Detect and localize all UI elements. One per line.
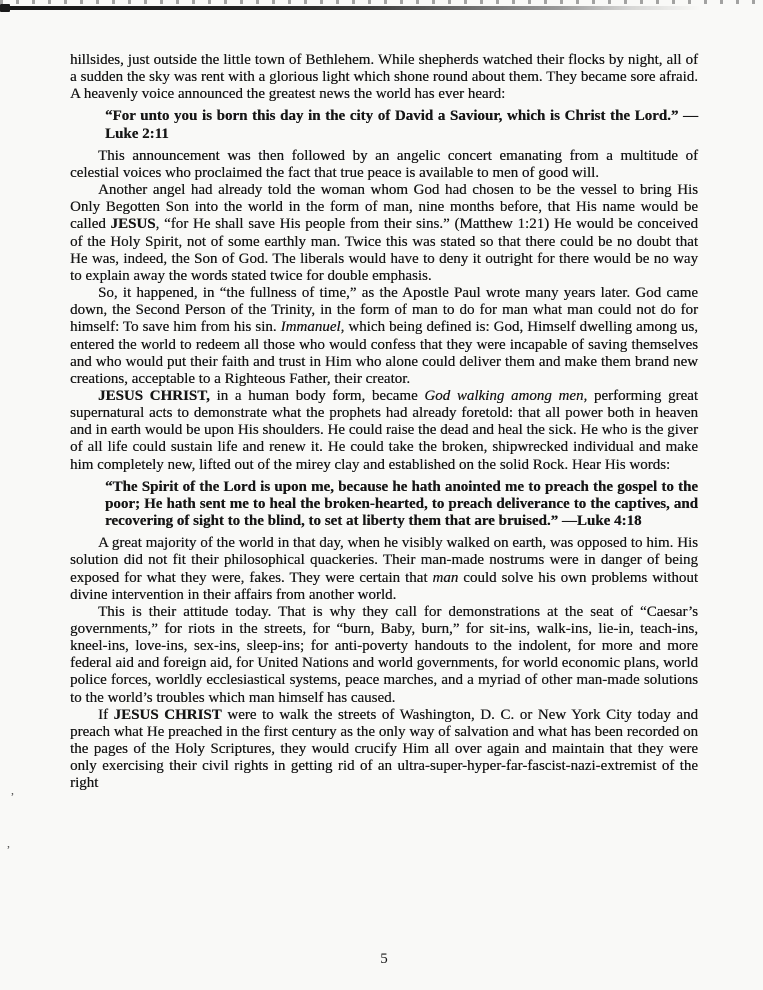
text-column — [70, 52, 698, 793]
paragraph-fullness-of-time: So, it happened, in “the fullness of time,” as the Apostle Paul wrote many years later. God came down, the Second Person of the Trinity, in the form of man to do for man what man could not do for himself: To save him from his sin. Immanuel, which being defined is: God, Himself dwelling among us, entered the world to redeem all those who would confess that they were incapable of saving themselves and who would put their faith and trust in Him who alone could deliver them and make them brand new creations, acceptable to a Righteous Father, their creator. — [70, 285, 698, 387]
paragraph-hillsides: hillsides, just outside the little town of Bethlehem. While shepherds watched their flocks by night, all of a sudden the sky was rent with a glorious light which shone round about them. They became sore afraid. A heavenly voice announced the greatest news the world has ever heard: — [70, 52, 698, 103]
page-number: 5 — [380, 951, 388, 967]
scan-artifact-top-line — [0, 6, 700, 10]
scan-speck: , — [7, 836, 10, 850]
paragraph-another-angel: Another angel had already told the woman whom God had chosen to be the vessel to bring His Only Begotten Son into the world in the form of man, nine months before, that His name would be called JESUS, “for He shall save His people from their sins.” (Matthew 1:21) He would be conceived of the Holy Spirit, not of some earthly man. Twice this was stated so that there could be no doubt that He was, indeed, the Son of God. The liberals would have to deny it outright for there would be no way to explain away the words stated twice for double emphasis. — [70, 182, 699, 284]
scan-artifact-dotted-edge — [0, 0, 763, 4]
paragraph-announcement: This announcement was then followed by an angelic concert emanating from a multitude of celestial voices who proclaimed the fact that true peace is available to men of good will. — [70, 147, 698, 181]
paragraph-great-majority: A great majority of the world in that day, when he visibly walked on earth, was opposed to him. His solution did not fit their philosophical quackeries. Their man-made nostrums were in danger of being exposed for what they were, fakes. They were certain that man could solve his own problems without divine intervention in their affairs from another world. — [70, 535, 698, 603]
scan-speck: , — [11, 783, 14, 797]
scan-artifact-left-tick — [0, 4, 10, 12]
paragraph-if-jesus-walked: If JESUS CHRIST were to walk the streets of Washington, D. C. or New York City today and preach what He preached in the first century as the only way of salvation and what has been recorded on the pages of the Holy Scriptures, they would crucify Him all over again and maintain that they were only exercising their civil rights in getting rid of an ultra-super-hyper-far-fascist-nazi-extremist of the right — [70, 706, 698, 792]
quote-luke-2-11: “For unto you is born this day in the city of David a Saviour, which is Christ the Lord.” —Luke 2:11 — [105, 108, 698, 142]
paragraph-jesus-christ-body: JESUS CHRIST, in a human body form, became God walking among men, performing great supernatural acts to demonstrate what the prophets had already foretold: that all power both in heaven and in earth would be upon His shoulders. He could raise the dead and heal the sick. He who is the giver of all life could sustain life and renew it. He could take the broken, shipwrecked individual and make him completely new, lifted out of the mirey clay and established on the solid Rock. Hear His words: — [70, 387, 698, 473]
paragraph-attitude-today: This is their attitude today. That is why they call for demonstrations at the seat of “Caesar’s governments,” for riots in the streets, for “burn, Baby, burn,” for sit-ins, walk-ins, lie-in, teach-ins, kneel-ins, love-ins, sex-ins, sleep-ins; for anti-poverty handouts to the indolent, for more and more federal aid and foreign aid, for United Nations and world governments, for world economic plans, world police forces, worldly ecclesiastical systems, peace marches, and a myriad of other man-made solutions to the world’s troubles which man himself has caused. — [70, 603, 698, 706]
quote-luke-4-18: “The Spirit of the Lord is upon me, because he hath anointed me to preach the gospel to the poor; He hath sent me to heal the broken-hearted, to preach deliverance to the captives, and recovering of sight to the blind, to set at liberty them that are bruised.” —Luke 4:18 — [105, 478, 698, 530]
